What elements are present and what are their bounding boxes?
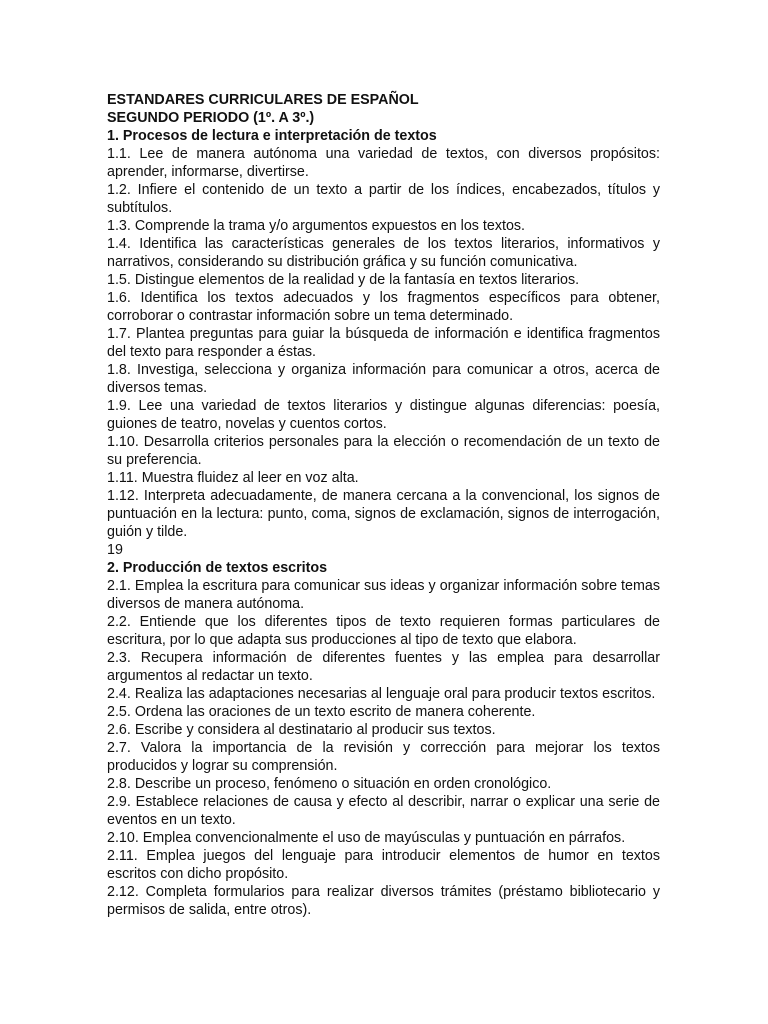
standard-item: 2.9. Establece relaciones de causa y efecto al describir, narrar o explicar una serie de eventos en un texto. xyxy=(107,794,660,828)
standard-item: 1.3. Comprende la trama y/o argumentos expuestos en los textos. xyxy=(107,218,526,234)
standard-item: 1.4. Identifica las características generales de los textos literarios, informativos y narrativos, considerando su distribución gráfica y su función comunicativa. xyxy=(107,236,660,270)
section-1-list xyxy=(107,145,660,541)
standard-item: 2.2. Entiende que los diferentes tipos de texto requieren formas particulares de escritura, por lo que adapta sus producciones al tipo de texto que elabora. xyxy=(107,614,660,648)
standard-item: 2.12. Completa formularios para realizar diversos trámites (préstamo bibliotecario y permisos de salida, entre otros). xyxy=(107,884,660,918)
document-title-line-2: SEGUNDO PERIODO (1º. A 3º.) xyxy=(107,110,315,126)
standard-item: 1.7. Plantea preguntas para guiar la búsqueda de información e identifica fragmentos del texto para responder a éstas. xyxy=(107,326,660,360)
standard-item: 2.1. Emplea la escritura para comunicar sus ideas y organizar información sobre temas diversos de manera autónoma. xyxy=(107,578,660,612)
document-page xyxy=(107,91,660,919)
document-title-line-1: ESTANDARES CURRICULARES DE ESPAÑOL xyxy=(107,92,419,108)
standard-item: 1.10. Desarrolla criterios personales para la elección o recomendación de un texto de su preferencia. xyxy=(107,434,660,468)
standard-item: 2.6. Escribe y considera al destinatario al producir sus textos. xyxy=(107,722,496,738)
standard-item: 2.8. Describe un proceso, fenómeno o situación en orden cronológico. xyxy=(107,776,552,792)
standard-item: 1.12. Interpreta adecuadamente, de manera cercana a la convencional, los signos de puntuación en la lectura: punto, coma, signos de exclamación, signos de interrogación, guión y tilde. xyxy=(107,488,660,540)
standard-item: 1.2. Infiere el contenido de un texto a partir de los índices, encabezados, títulos y subtítulos. xyxy=(107,182,660,216)
standard-item: 2.5. Ordena las oraciones de un texto escrito de manera coherente. xyxy=(107,704,536,720)
standard-item: 2.7. Valora la importancia de la revisión y corrección para mejorar los textos producidos y lograr su comprensión. xyxy=(107,740,660,774)
standard-item: 1.11. Muestra fluidez al leer en voz alta. xyxy=(107,470,359,486)
standard-item: 2.10. Emplea convencionalmente el uso de mayúsculas y puntuación en párrafos. xyxy=(107,830,626,846)
standard-item: 1.5. Distingue elementos de la realidad y de la fantasía en textos literarios. xyxy=(107,272,580,288)
standard-item: 1.6. Identifica los textos adecuados y los fragmentos específicos para obtener, corroborar o contrastar información sobre un tema determinado. xyxy=(107,290,660,324)
standard-item: 2.3. Recupera información de diferentes fuentes y las emplea para desarrollar argumentos al redactar un texto. xyxy=(107,650,660,684)
standard-item: 2.4. Realiza las adaptaciones necesarias al lenguaje oral para producir textos escritos. xyxy=(107,686,656,702)
section-2-list xyxy=(107,577,660,919)
page-number: 19 xyxy=(107,542,123,558)
section-1-heading: 1. Procesos de lectura e interpretación de textos xyxy=(107,128,437,144)
standard-item: 2.11. Emplea juegos del lenguaje para introducir elementos de humor en textos escritos con dicho propósito. xyxy=(107,848,660,882)
standard-item: 1.9. Lee una variedad de textos literarios y distingue algunas diferencias: poesía, guiones de teatro, novelas y cuentos cortos. xyxy=(107,398,660,432)
section-2-heading: 2. Producción de textos escritos xyxy=(107,560,328,576)
standard-item: 1.8. Investiga, selecciona y organiza información para comunicar a otros, acerca de diversos temas. xyxy=(107,362,660,396)
standard-item: 1.1. Lee de manera autónoma una variedad de textos, con diversos propósitos: aprender, informarse, divertirse. xyxy=(107,146,660,180)
